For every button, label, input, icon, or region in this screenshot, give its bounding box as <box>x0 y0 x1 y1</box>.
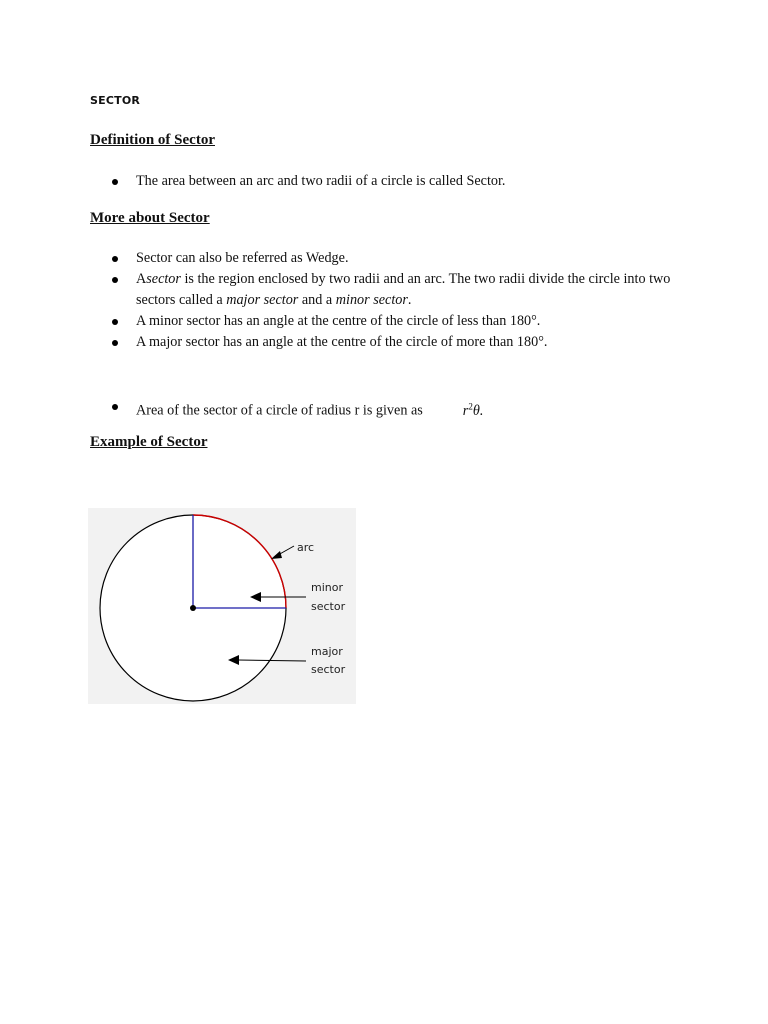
bullet-area-formula: Area of the sector of a circle of radius r is given as $r^2\theta$. <box>110 396 690 422</box>
example-heading: Example of Sector <box>90 434 208 450</box>
term-minor-sector: minor sector <box>335 292 408 308</box>
label-major-1: major <box>311 645 343 658</box>
term-sector: sector <box>146 271 181 287</box>
definition-bullet: The area between an arc and two radii of a circle is called Sector. <box>110 171 690 192</box>
term-major-sector: major sector <box>226 292 299 308</box>
bullet-sector-definition: Asector is the region enclosed by two radii and an arc. The two radii divide the circle into two sectors called a major sector and a minor sector. <box>110 269 690 311</box>
definition-list <box>110 171 690 192</box>
label-minor-1: minor <box>311 581 343 594</box>
bullet-wedge: Sector can also be referred as Wedge. <box>110 248 690 269</box>
label-arc: arc <box>297 541 315 554</box>
area-formula: $r^2\theta$. <box>462 401 484 419</box>
label-major-2: sector <box>311 663 346 676</box>
bullet-minor-sector: A minor sector has an angle at the centre of the circle of less than 180°. <box>110 311 690 332</box>
more-heading: More about Sector <box>90 210 210 226</box>
bullet-major-sector: A major sector has an angle at the centre of the circle of more than 180°. <box>110 332 690 353</box>
centre-point <box>190 605 196 611</box>
sector-diagram <box>88 508 356 704</box>
more-list <box>110 248 690 353</box>
label-minor-2: sector <box>311 600 346 613</box>
definition-heading: Definition of Sector <box>90 132 215 148</box>
page-label: SECTOR <box>90 94 141 107</box>
area-list <box>110 396 690 422</box>
